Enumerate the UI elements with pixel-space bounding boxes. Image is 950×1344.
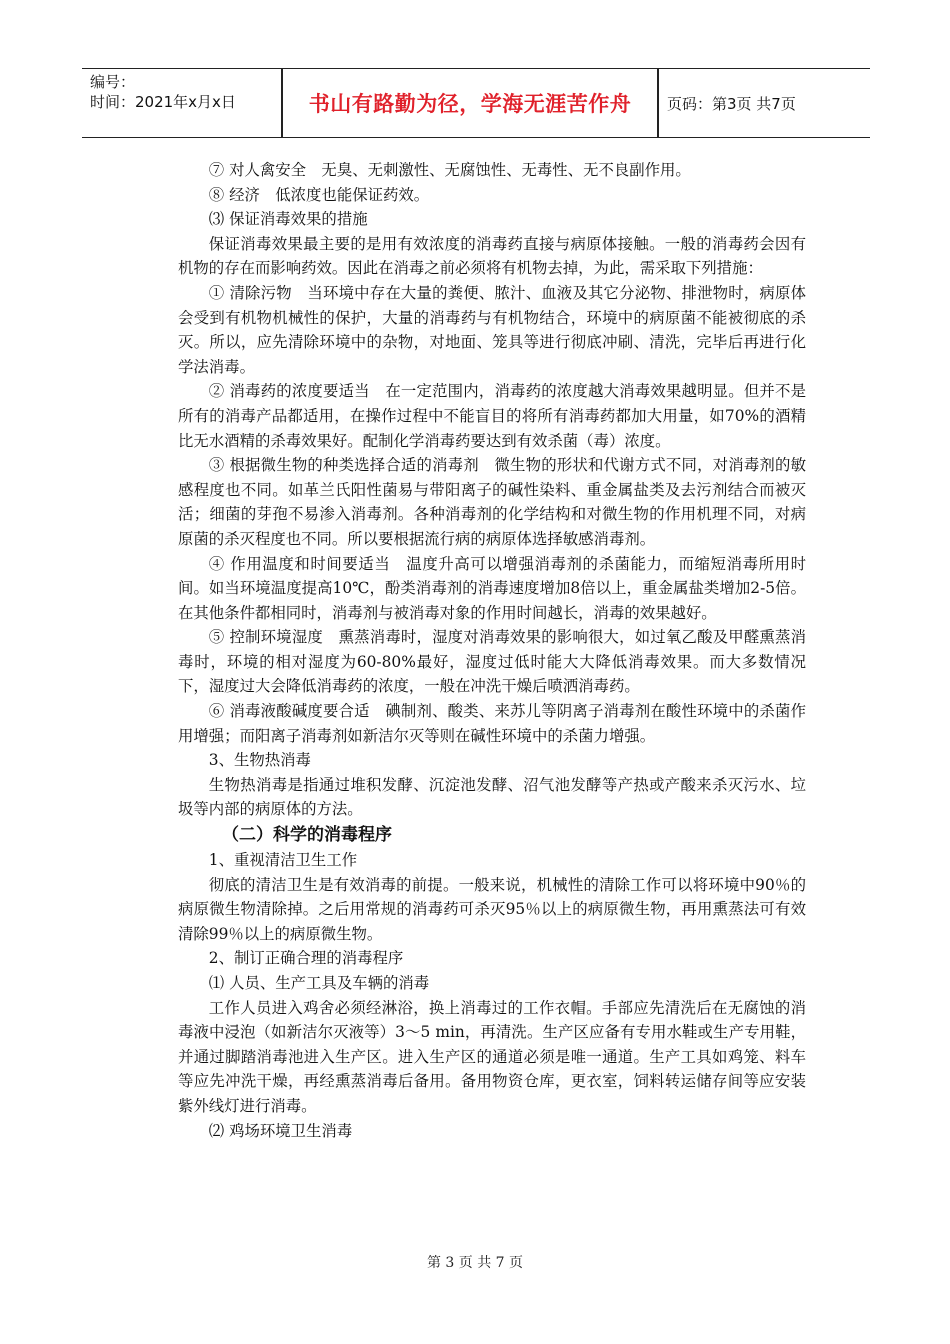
document-date-label: 时间：2021年x月x日 [90, 93, 236, 111]
body-paragraph: ⑥ 消毒液酸碱度要合适 碘制剂、酸类、来苏儿等阴离子消毒剂在酸性环境中的杀菌作用增强；而阳离子消毒剂如新洁尔灭等则在碱性环境中的杀菌力增强。 [178, 702, 806, 745]
body-paragraph: 保证消毒效果最主要的是用有效浓度的消毒药直接与病原体接触。一般的消毒药会因有机物的存在而影响药效。因此在消毒之前必须将有机物去掉，为此，需采取下列措施： [178, 234, 806, 278]
header-meta [82, 69, 281, 137]
body-paragraph: ② 消毒药的浓度要适当 在一定范围内，消毒药的浓度越大消毒效果越明显。但并不是所有的消毒产品都适用，在操作过程中不能盲目的将所有消毒药都加大用量，如70%的酒精比无水酒精的杀毒效果好。配制化学消毒药要达到有效杀菌（毒）浓度。 [178, 382, 806, 450]
body-paragraph: ① 清除污物 当环境中存在大量的粪便、脓汁、血液及其它分泌物、排泄物时，病原体会受到有机物机械性的保护，大量的消毒药与有机物结合，环境中的病原菌不能被彻底的杀灭。所以，应先清除环境中的杂物，对地面、笼具等进行彻底冲刷、清洗，完毕后再进行化学法消毒。 [178, 283, 806, 376]
body-paragraph: 3、生物热消毒 [208, 751, 311, 770]
body-paragraph: 1、重视清洁卫生工作 [208, 851, 358, 870]
header-motto: 书山有路勤为径，学海无涯苦作舟 [308, 92, 632, 116]
body-paragraph: ④ 作用温度和时间要适当 温度升高可以增强消毒剂的杀菌能力，而缩短消毒所用时间。如当环境温度提高10℃，酚类消毒剂的消毒速度增加8倍以上，重金属盐类增加2-5倍。在其他条件都相同时，消毒剂与被消毒对象的作用时间越长，消毒的效果越好。 [178, 554, 806, 622]
header-page-info: 页码：第3页 共7页 [667, 94, 796, 113]
body-paragraph: 生物热消毒是指通过堆积发酵、沉淀池发酵、沼气池发酵等产热或产酸来杀灭污水、垃圾等内部的病原体的方法。 [178, 775, 806, 819]
body-paragraph: ⑶ 保证消毒效果的措施 [208, 210, 368, 229]
body-paragraph: ⑴ 人员、生产工具及车辆的消毒 [208, 974, 430, 992]
body-paragraph: ⑤ 控制环境湿度 熏蒸消毒时，湿度对消毒效果的影响很大，如过氧乙酸及甲醛熏蒸消毒时，环境的相对湿度为60-80%最好，湿度过低时能大大降低消毒效果。而大多数情况下，湿度过大会降低消毒药的浓度，一般在冲洗干燥后喷洒消毒药。 [178, 628, 806, 696]
page-footer: 第 3 页 共 7 页 [426, 1255, 524, 1271]
header-divider [657, 69, 659, 137]
body-paragraph: ⑵ 鸡场环境卫生消毒 [208, 1121, 353, 1140]
body-paragraph: 工作人员进入鸡舍必须经淋浴，换上消毒过的工作衣帽。手部应先清洗后在无腐蚀的消毒液中浸泡（如新洁尔灭液等）3～5 min，再清洗。生产区应备有专用水鞋或生产专用鞋，并通过脚踏消毒池进入生产区。进入生产区的通道必须是唯一通道。生产工具如鸡笼、料车等应先冲洗干燥，再经熏蒸消毒后备用。备用物资仓库，更衣室，饲料转运储存间等应安装紫外线灯进行消毒。 [178, 998, 806, 1115]
document-number-label: 编号： [90, 73, 136, 91]
page-header [82, 68, 870, 138]
body-paragraph: ③ 根据微生物的种类选择合适的消毒剂 微生物的形状和代谢方式不同，对消毒剂的敏感程度也不同。如革兰氏阳性菌易与带阳离子的碱性染料、重金属盐类及去污剂结合而被灭活；细菌的芽孢不易渗入消毒剂。各种消毒剂的化学结构和对微生物的作用机理不同，对病原菌的杀灭程度也不同。所以要根据流行病的病原体选择敏感消毒剂。 [178, 456, 806, 548]
document-body [178, 158, 806, 1143]
section-heading: （二）科学的消毒程序 [222, 825, 392, 846]
body-paragraph: ⑦ 对人禽安全 无臭、无刺激性、无腐蚀性、无毒性、无不良副作用。 [208, 161, 691, 179]
body-paragraph: 彻底的清洁卫生是有效消毒的前提。一般来说，机械性的清除工作可以将环境中90％的病原微生物清除掉。之后用常规的消毒药可杀灭95％以上的病原微生物，再用熏蒸法可有效清除99％以上的病原微生物。 [178, 875, 806, 943]
body-paragraph: 2、制订正确合理的消毒程序 [208, 949, 404, 968]
body-paragraph: ⑧ 经济 低浓度也能保证药效。 [208, 185, 430, 204]
